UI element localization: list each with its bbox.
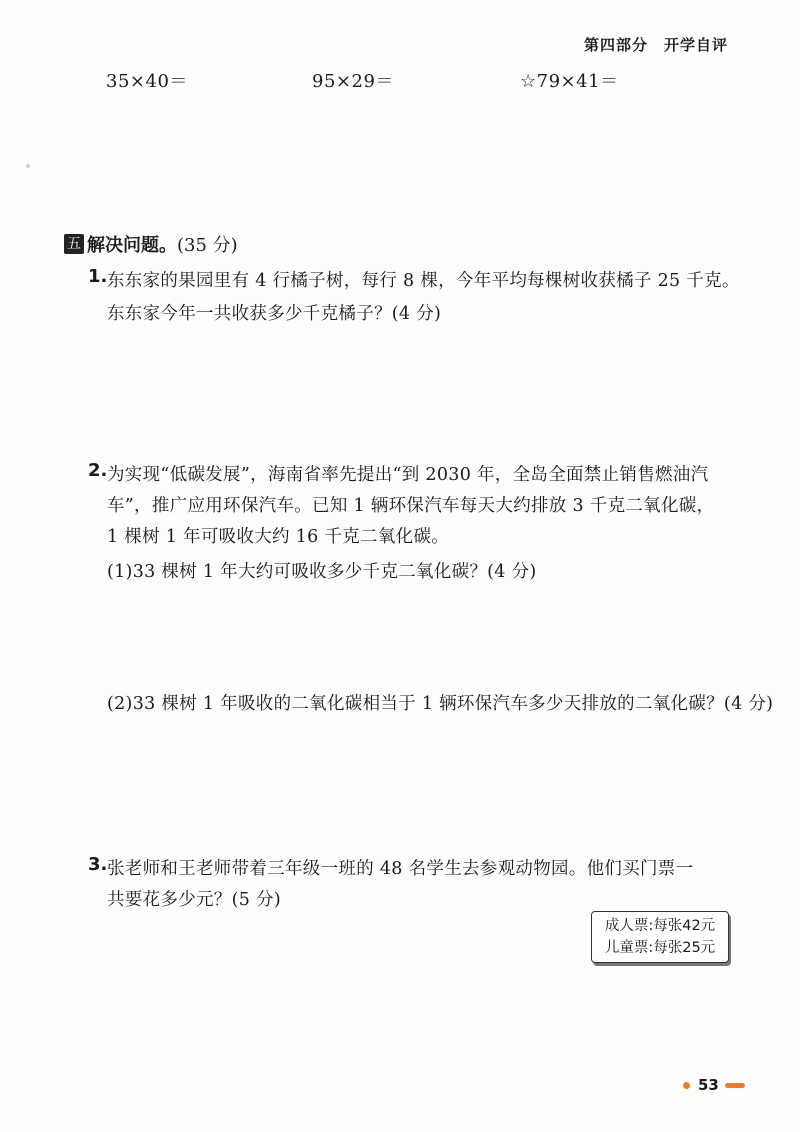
question-2-line-3: 1 棵树 1 年可吸收大约 16 千克二氧化碳。	[107, 527, 450, 547]
question-2-line-1: 为实现“低碳发展”，海南省率先提出“到 2030 年，全岛全面禁止销售燃油汽	[107, 465, 709, 485]
adult-ticket-price: 成人票:每张42元	[604, 918, 716, 934]
calc-expression-3: ☆79×41＝	[520, 71, 619, 92]
question-2-number: 2.	[88, 460, 108, 481]
section-number-badge: 五	[64, 234, 84, 254]
question-2-sub-1: (1)33 棵树 1 年大约可吸收多少千克二氧化碳？(4 分)	[107, 562, 537, 582]
question-1-number: 1.	[88, 266, 108, 287]
scan-speck	[26, 164, 30, 168]
page-footer	[683, 1076, 745, 1094]
child-ticket-price: 儿童票:每张25元	[604, 940, 716, 956]
question-3-line-1: 张老师和王老师带着三年级一班的 48 名学生去参观动物园。他们买门票一	[107, 859, 694, 879]
page-header: 第四部分 开学自评	[583, 36, 728, 54]
footer-bar-icon	[725, 1083, 745, 1088]
question-3-line-2: 共要花多少元？(5 分)	[107, 890, 281, 910]
question-1-line-1: 东东家的果园里有 4 行橘子树，每行 8 棵，今年平均每棵树收获橘子 25 千克。	[107, 271, 740, 291]
section-title: 解决问题。	[87, 235, 177, 256]
question-3-number: 3.	[88, 854, 108, 875]
question-2-sub-2: (2)33 棵树 1 年吸收的二氧化碳相当于 1 辆环保汽车多少天排放的二氧化碳？(4 分)	[107, 694, 774, 714]
question-1-line-2: 东东家今年一共收获多少千克橘子？(4 分)	[107, 304, 442, 324]
calc-expression-2: 95×29＝	[312, 71, 394, 92]
section-heading	[64, 231, 238, 257]
section-score: (35 分)	[177, 235, 238, 256]
ticket-price-box	[591, 911, 729, 963]
question-2-line-2: 车”，推广应用环保汽车。已知 1 辆环保汽车每天大约排放 3 千克二氧化碳，	[107, 496, 715, 516]
page-number: 53	[698, 1076, 719, 1094]
calc-expression-1: 35×40＝	[106, 71, 188, 92]
footer-dot-icon	[683, 1082, 690, 1089]
